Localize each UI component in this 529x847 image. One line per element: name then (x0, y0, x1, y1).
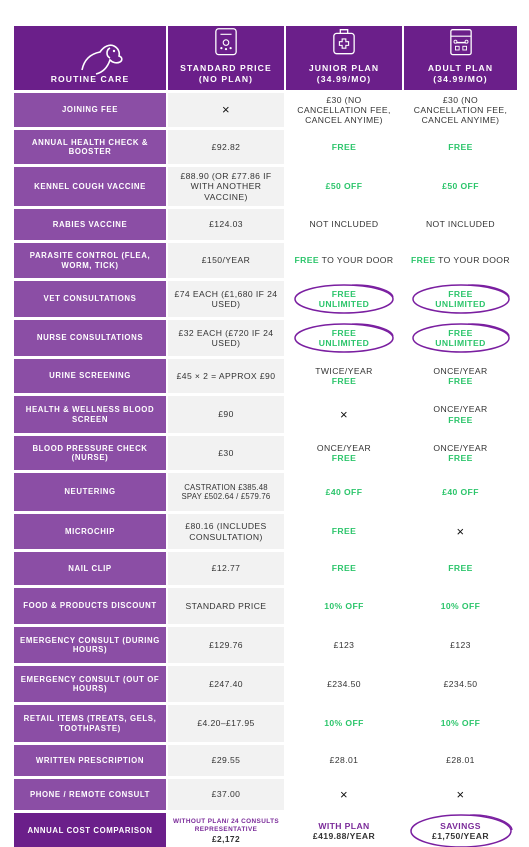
cross-icon: × (340, 406, 348, 422)
free-unlimited-text: FREE UNLIMITED (318, 288, 370, 309)
price-list-icon (211, 26, 241, 57)
blood-screen-adult (404, 396, 517, 433)
row-label-nail-clip: NAIL CLIP (14, 552, 166, 585)
annual-health-check-adult: FREE (404, 130, 517, 164)
blood-pressure-adult (404, 436, 517, 470)
rabies-junior: NOT INCLUDED (286, 209, 402, 240)
neutering-std: CASTRATION £385.48 SPAY £502.64 / £579.76 (168, 473, 284, 511)
calendar-bone-icon (446, 26, 476, 57)
row-label-emergency-out: EMERGENCY CONSULT (OUT OF HOURS) (14, 666, 166, 702)
free-text: FREE (448, 376, 473, 386)
blood-pressure-std: £30 (168, 436, 284, 470)
retail-items-std: £4.20–£17.95 (168, 705, 284, 742)
header-adult-plan-label: ADULT PLAN (34.99/MO) (427, 63, 494, 84)
row-label-kennel-cough: KENNEL COUGH VACCINE (14, 167, 166, 206)
row-label-neutering: NEUTERING (14, 473, 166, 511)
food-discount-std: STANDARD PRICE (168, 588, 284, 624)
row-label-urine-screening: URINE SCREENING (14, 359, 166, 393)
parasite-control-std: £150/YEAR (168, 243, 284, 278)
emergency-out-junior: £234.50 (286, 666, 402, 702)
kennel-cough-junior: £50 OFF (286, 167, 402, 206)
urine-screening-adult (404, 359, 517, 393)
without-plan-value: £2,172 (211, 833, 241, 844)
emergency-out-std: £247.40 (168, 666, 284, 702)
nail-clip-adult: FREE (404, 552, 517, 585)
nail-clip-junior: FREE (286, 552, 402, 585)
without-plan-text: WITHOUT PLAN/ 24 CONSULTS REPRESENTATIVE (172, 818, 280, 833)
header-routine-care (14, 26, 166, 90)
annual-cost-junior (286, 813, 402, 847)
frequency-text: ONCE/YEAR (433, 442, 488, 453)
row-label-blood-screen: HEALTH & WELLNESS BLOOD SCREEN (14, 396, 166, 433)
written-prescription-adult: £28.01 (404, 745, 517, 776)
row-label-food-discount: FOOD & PRODUCTS DISCOUNT (14, 588, 166, 624)
header-junior-plan (286, 26, 402, 90)
row-label-retail-items: RETAIL ITEMS (TREATS, GELS, TOOTHPASTE) (14, 705, 166, 742)
row-label-joining-fee: JOINING FEE (14, 93, 166, 127)
nurse-consultations-junior (286, 320, 402, 356)
written-prescription-junior: £28.01 (286, 745, 402, 776)
cross-icon: × (222, 102, 230, 118)
free-unlimited-text: FREE UNLIMITED (435, 327, 486, 348)
kennel-cough-std: £88.90 (OR £77.86 IF WITH ANOTHER VACCINE) (168, 167, 284, 206)
food-discount-junior: 10% OFF (286, 588, 402, 624)
nurse-consultations-adult (404, 320, 517, 356)
annual-health-check-junior: FREE (286, 130, 402, 164)
cross-icon: × (456, 523, 465, 539)
phone-consult-std: £37.00 (168, 779, 284, 810)
urine-screening-std: £45 × 2 = APPROX £90 (168, 359, 284, 393)
frequency-text: ONCE/YEAR (433, 404, 488, 415)
urine-screening-junior (286, 359, 402, 393)
microchip-junior: FREE (286, 514, 402, 549)
to-your-door-text: TO YOUR DOOR (435, 255, 510, 266)
savings-value: £1,750/YEAR (432, 831, 489, 841)
comparison-table (14, 26, 511, 847)
header-standard-price (168, 26, 284, 90)
row-label-parasite-control: PARASITE CONTROL (FLEA, WORM, TICK) (14, 243, 166, 278)
blood-screen-junior (286, 396, 402, 433)
blood-screen-std: £90 (168, 396, 284, 433)
with-plan-text: WITH PLAN (318, 820, 370, 831)
nurse-consultations-std: £32 EACH (£720 IF 24 USED) (168, 320, 284, 356)
annual-cost-savings (404, 813, 517, 847)
cross-icon: × (456, 786, 465, 802)
microchip-adult (404, 514, 517, 549)
row-label-phone-consult: PHONE / REMOTE CONSULT (14, 779, 166, 810)
with-plan-value: £419.88/YEAR (312, 831, 376, 841)
free-text: FREE (294, 255, 320, 266)
free-text: FREE (448, 414, 473, 425)
vet-consultations-adult (404, 281, 517, 317)
microchip-std: £80.16 (INCLUDES CONSULTATION) (168, 514, 284, 549)
dog-icon (76, 40, 126, 78)
emergency-during-junior: £123 (286, 627, 402, 663)
joining-fee-adult: £30 (NO CANCELLATION FEE, CANCEL ANYIME) (404, 93, 517, 127)
vet-consultations-std: £74 EACH (£1,680 IF 24 USED) (168, 281, 284, 317)
parasite-control-junior (286, 243, 402, 278)
medical-kit-icon (329, 26, 359, 57)
emergency-out-adult: £234.50 (404, 666, 517, 702)
blood-pressure-junior (286, 436, 402, 470)
header-routine-care-label: ROUTINE CARE (50, 73, 130, 84)
header-adult-plan (404, 26, 517, 90)
neutering-junior: £40 OFF (286, 473, 402, 511)
phone-consult-junior (286, 779, 402, 810)
header-standard-price-label: STANDARD PRICE (NO PLAN) (180, 63, 272, 84)
row-label-annual-cost: ANNUAL COST COMPARISON (14, 813, 166, 847)
row-label-emergency-during: EMERGENCY CONSULT (DURING HOURS) (14, 627, 166, 663)
header-junior-plan-label: JUNIOR PLAN (34.99/MO) (308, 63, 380, 84)
rabies-adult: NOT INCLUDED (404, 209, 517, 240)
row-label-annual-health-check: ANNUAL HEALTH CHECK & BOOSTER (14, 130, 166, 164)
nail-clip-std: £12.77 (168, 552, 284, 585)
food-discount-adult: 10% OFF (404, 588, 517, 624)
free-text: FREE (448, 453, 473, 463)
free-unlimited-text: FREE UNLIMITED (435, 288, 486, 309)
free-text: FREE (331, 453, 357, 463)
frequency-text: TWICE/YEAR (315, 365, 373, 376)
annual-health-check-std: £92.82 (168, 130, 284, 164)
vet-consultations-junior (286, 281, 402, 317)
to-your-door-text: TO YOUR DOOR (319, 255, 394, 266)
joining-fee-std (168, 93, 284, 127)
parasite-control-adult (404, 243, 517, 278)
row-label-blood-pressure: BLOOD PRESSURE CHECK (NURSE) (14, 436, 166, 470)
neutering-adult: £40 OFF (404, 473, 517, 511)
retail-items-adult: 10% OFF (404, 705, 517, 742)
emergency-during-std: £129.76 (168, 627, 284, 663)
frequency-text: ONCE/YEAR (316, 442, 372, 453)
savings-text: SAVINGS (440, 820, 481, 831)
cross-icon: × (340, 786, 348, 802)
rabies-std: £124.03 (168, 209, 284, 240)
row-label-nurse-consultations: NURSE CONSULTATIONS (14, 320, 166, 356)
row-label-rabies: RABIES VACCINE (14, 209, 166, 240)
kennel-cough-adult: £50 OFF (404, 167, 517, 206)
free-text: FREE (331, 376, 357, 386)
joining-fee-junior: £30 (NO CANCELLATION FEE, CANCEL ANYIME) (286, 93, 402, 127)
free-unlimited-text: FREE UNLIMITED (318, 327, 370, 348)
phone-consult-adult (404, 779, 517, 810)
row-label-microchip: MICROCHIP (14, 514, 166, 549)
row-label-vet-consultations: VET CONSULTATIONS (14, 281, 166, 317)
emergency-during-adult: £123 (404, 627, 517, 663)
free-text: FREE (411, 255, 436, 266)
row-label-written-prescription: WRITTEN PRESCRIPTION (14, 745, 166, 776)
annual-cost-std (168, 813, 284, 847)
retail-items-junior: 10% OFF (286, 705, 402, 742)
frequency-text: ONCE/YEAR (433, 365, 488, 376)
written-prescription-std: £29.55 (168, 745, 284, 776)
